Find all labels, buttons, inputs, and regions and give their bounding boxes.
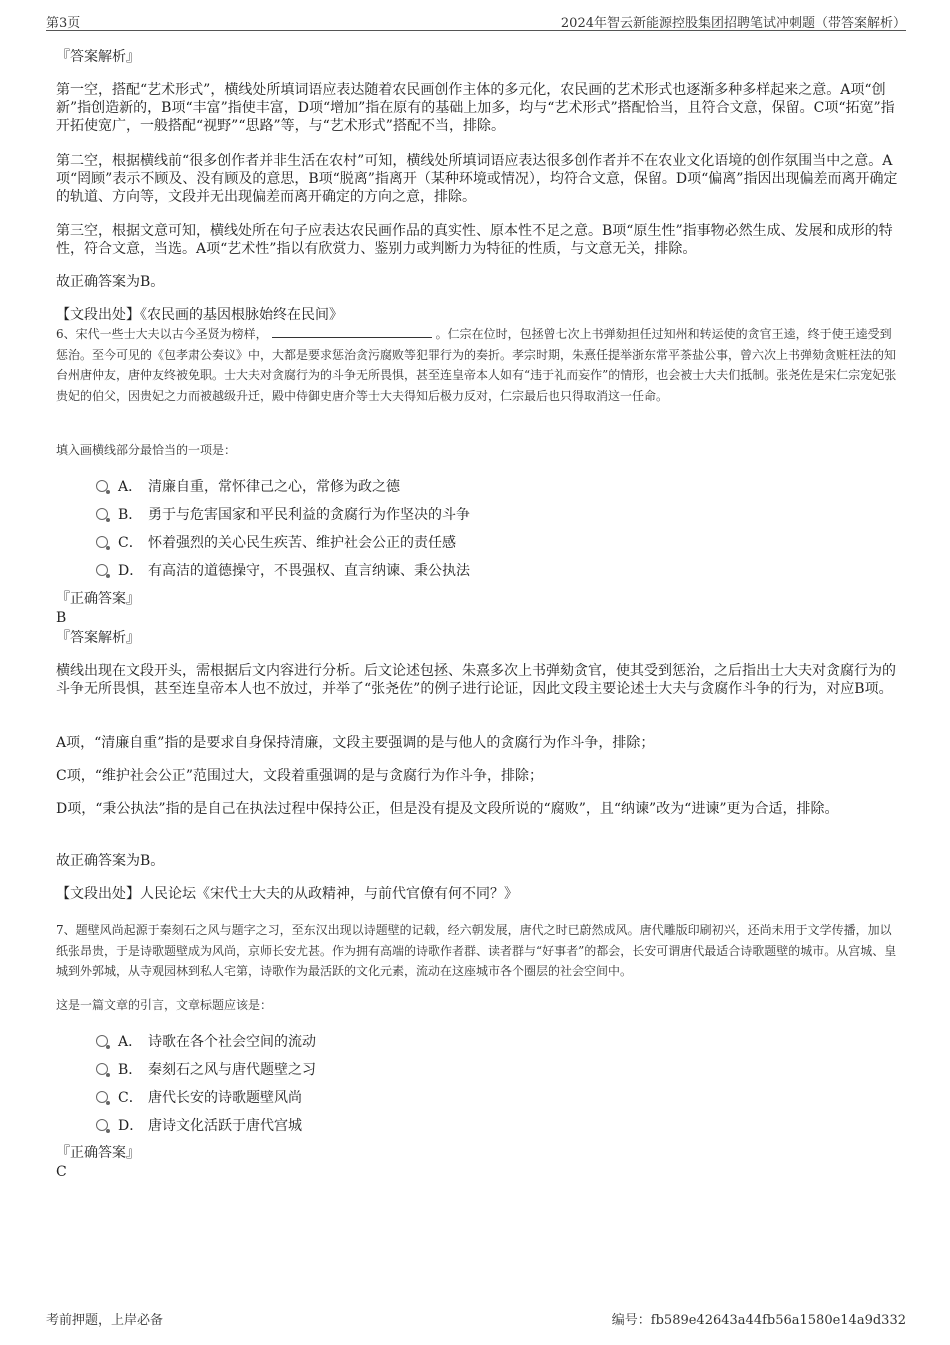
option-text: 有高洁的道德操守，不畏强权、直言纳谏、秉公执法 — [148, 563, 470, 579]
radio-button[interactable] — [96, 536, 108, 548]
source-citation: 【文段出处】《农民画的基因根脉始终在民间》 — [56, 307, 343, 323]
option-text: 秦刻石之风与唐代题壁之习 — [148, 1062, 316, 1078]
option-text: 诗歌在各个社会空间的流动 — [148, 1034, 316, 1050]
correct-answer-label: 『正确答案』 — [56, 591, 140, 607]
option-letter: A． — [118, 1034, 143, 1050]
correct-answer-label: 『正确答案』 — [56, 1145, 140, 1161]
correct-answer: C — [56, 1164, 67, 1180]
option-letter: C． — [118, 1090, 143, 1106]
radio-button[interactable] — [96, 1035, 108, 1047]
option-text: 勇于与危害国家和平民利益的贪腐行为作坚决的斗争 — [148, 507, 470, 523]
radio-button[interactable] — [96, 508, 108, 520]
document-title: 2024年智云新能源控股集团招聘笔试冲刺题（带答案解析） — [560, 16, 906, 31]
radio-button[interactable] — [96, 1091, 108, 1103]
analysis-paragraph: 横线出现在文段开头，需根据后文内容进行分析。后文论述包拯、朱熹多次上书弹劾贪官，使其受到惩治，之后指出士大夫对贪腐行为的斗争无所畏惧，甚至连皇帝本人也不放过，并举了“张尧佐”的例子进行论证，因此文段主要论述士大夫与贪腐作斗争的行为，对应B项。 — [56, 663, 896, 697]
option-letter: D． — [118, 563, 144, 579]
radio-button[interactable] — [96, 480, 108, 492]
document-id: 编号：fb589e42643a44fb56a1580e14a9d332 — [611, 1313, 906, 1328]
option-letter: B． — [118, 507, 143, 523]
question-7-prompt: 这是一篇文章的引言，文章标题应该是： — [56, 998, 273, 1012]
option-text: 唐诗文化活跃于唐代宫城 — [148, 1118, 302, 1134]
analysis-paragraph-3: 第三空，根据文意可知，横线处所在句子应表达农民画作品的真实性、原本性不足之意。B项“原生性”指事物必然生成、发展和成形的特性，符合文意，当选。A项“艺术性”指以有欣赏力、鉴别力或判断力为特征的性质，与文意无关，排除。 — [56, 223, 893, 257]
radio-button[interactable] — [96, 1119, 108, 1131]
option-letter: D． — [118, 1118, 144, 1134]
question-6-stem-rest: 。仁宗在位时，包拯曾七次上书弹劾担任过知州和转运使的贪官王逵，终于使王逵受到惩治。至今可见的《包孝肃公奏议》中，大都是要求惩治贪污腐败等犯罪行为的奏折。孝宗时期，朱熹任提举浙东常平茶盐公事，曾六次上书弹劾贪赃枉法的知台州唐仲友，唐仲友终被免职。士大夫对贪腐行为的斗争无所畏惧，甚至连皇帝本人如有“违于礼而妄作”的情形，也会被士大夫们抵制。张尧佐是宋仁宗宠妃张贵妃的伯父，因贵妃之力而被越级升迁，殿中侍御史唐介等士大夫得知后极力反对，仁宗最后也只得取消这一任命。 — [56, 327, 897, 403]
option-text: 怀着强烈的关心民生疾苦、维护社会公正的责任感 — [148, 535, 456, 551]
question-6-prompt: 填入画横线部分最恰当的一项是： — [56, 443, 237, 457]
option-letter: C． — [118, 535, 143, 551]
radio-button[interactable] — [96, 1063, 108, 1075]
correct-answer: B — [56, 610, 67, 626]
option-text: 清廉自重，常怀律己之心，常修为政之德 — [148, 479, 400, 495]
analysis-paragraph-1: 第一空，搭配“艺术形式”，横线处所填词语应表达随着农民画创作主体的多元化，农民画的艺术形式也逐渐多种多样起来之意。A项“创新”指创造新的，B项“丰富”指使丰富，D项“增加”指在原有的基础上加多，均与“艺术形式”搭配恰当，且符合文意，保留。C项“拓宽”指开拓使宽广，一般搭配“视野”“思路”等，与“艺术形式”搭配不当，排除。 — [56, 82, 895, 134]
page-number: 第3页 — [46, 16, 81, 31]
question-6-stem — [56, 324, 898, 406]
page-header — [46, 8, 906, 31]
analysis-option-a: A项，“清廉自重”指的是要求自身保持清廉，文段主要强调的是与他人的贪腐行为作斗争，排除； — [56, 735, 655, 751]
option-text: 唐代长安的诗歌题壁风尚 — [148, 1090, 302, 1106]
footer-slogan: 考前押题，上岸必备 — [46, 1313, 164, 1328]
conclusion: 故正确答案为B。 — [56, 274, 165, 290]
option-letter: B． — [118, 1062, 143, 1078]
analysis-label: 『答案解析』 — [56, 630, 140, 646]
analysis-option-d: D项，“秉公执法”指的是自己在执法过程中保持公正，但是没有提及文段所说的“腐败”，且“纳谏”改为“进谏”更为合适，排除。 — [56, 801, 839, 817]
fill-blank — [272, 325, 432, 338]
analysis-label: 『答案解析』 — [56, 49, 140, 65]
option-letter: A． — [118, 479, 143, 495]
question-6-stem-start: 6、宋代一些士大夫以古今圣贤为榜样， — [56, 327, 268, 341]
source-citation: 【文段出处】人民论坛《宋代士大夫的从政精神，与前代官僚有何不同？》 — [56, 886, 518, 902]
analysis-option-c: C项，“维护社会公正”范围过大，文段着重强调的是与贪腐行为作斗争，排除； — [56, 768, 544, 784]
radio-button[interactable] — [96, 564, 108, 576]
conclusion: 故正确答案为B。 — [56, 853, 165, 869]
question-7-stem: 7、题壁风尚起源于秦刻石之风与题字之习，至东汉出现以诗题壁的记载，经六朝发展，唐代之时已蔚然成风。唐代雕版印刷初兴，还尚未用于文学传播，加以纸张昂贵，于是诗歌题壁成为风尚，京师长安尤甚。作为拥有高端的诗歌作者群、读者群与“好事者”的都会，长安可谓唐代最适合诗歌题壁的城市。从宫城、皇城到外郭城，从寺观园林到私人宅第，诗歌作为最活跃的文化元素，流动在这座城市各个圈层的社会空间中。 — [56, 923, 897, 978]
analysis-paragraph-2: 第二空，根据横线前“很多创作者并非生活在农村”可知，横线处所填词语应表达很多创作者并不在农业文化语境的创作氛围当中之意。A项“罔顾”表示不顾及、没有顾及的意思，B项“脱离”指离开（某种环境或情况），均符合文意，保留。D项“偏离”指因出现偏差而离开确定的轨道、方向等，文段并无出现偏差而离开确定的方向之意，排除。 — [56, 153, 898, 205]
